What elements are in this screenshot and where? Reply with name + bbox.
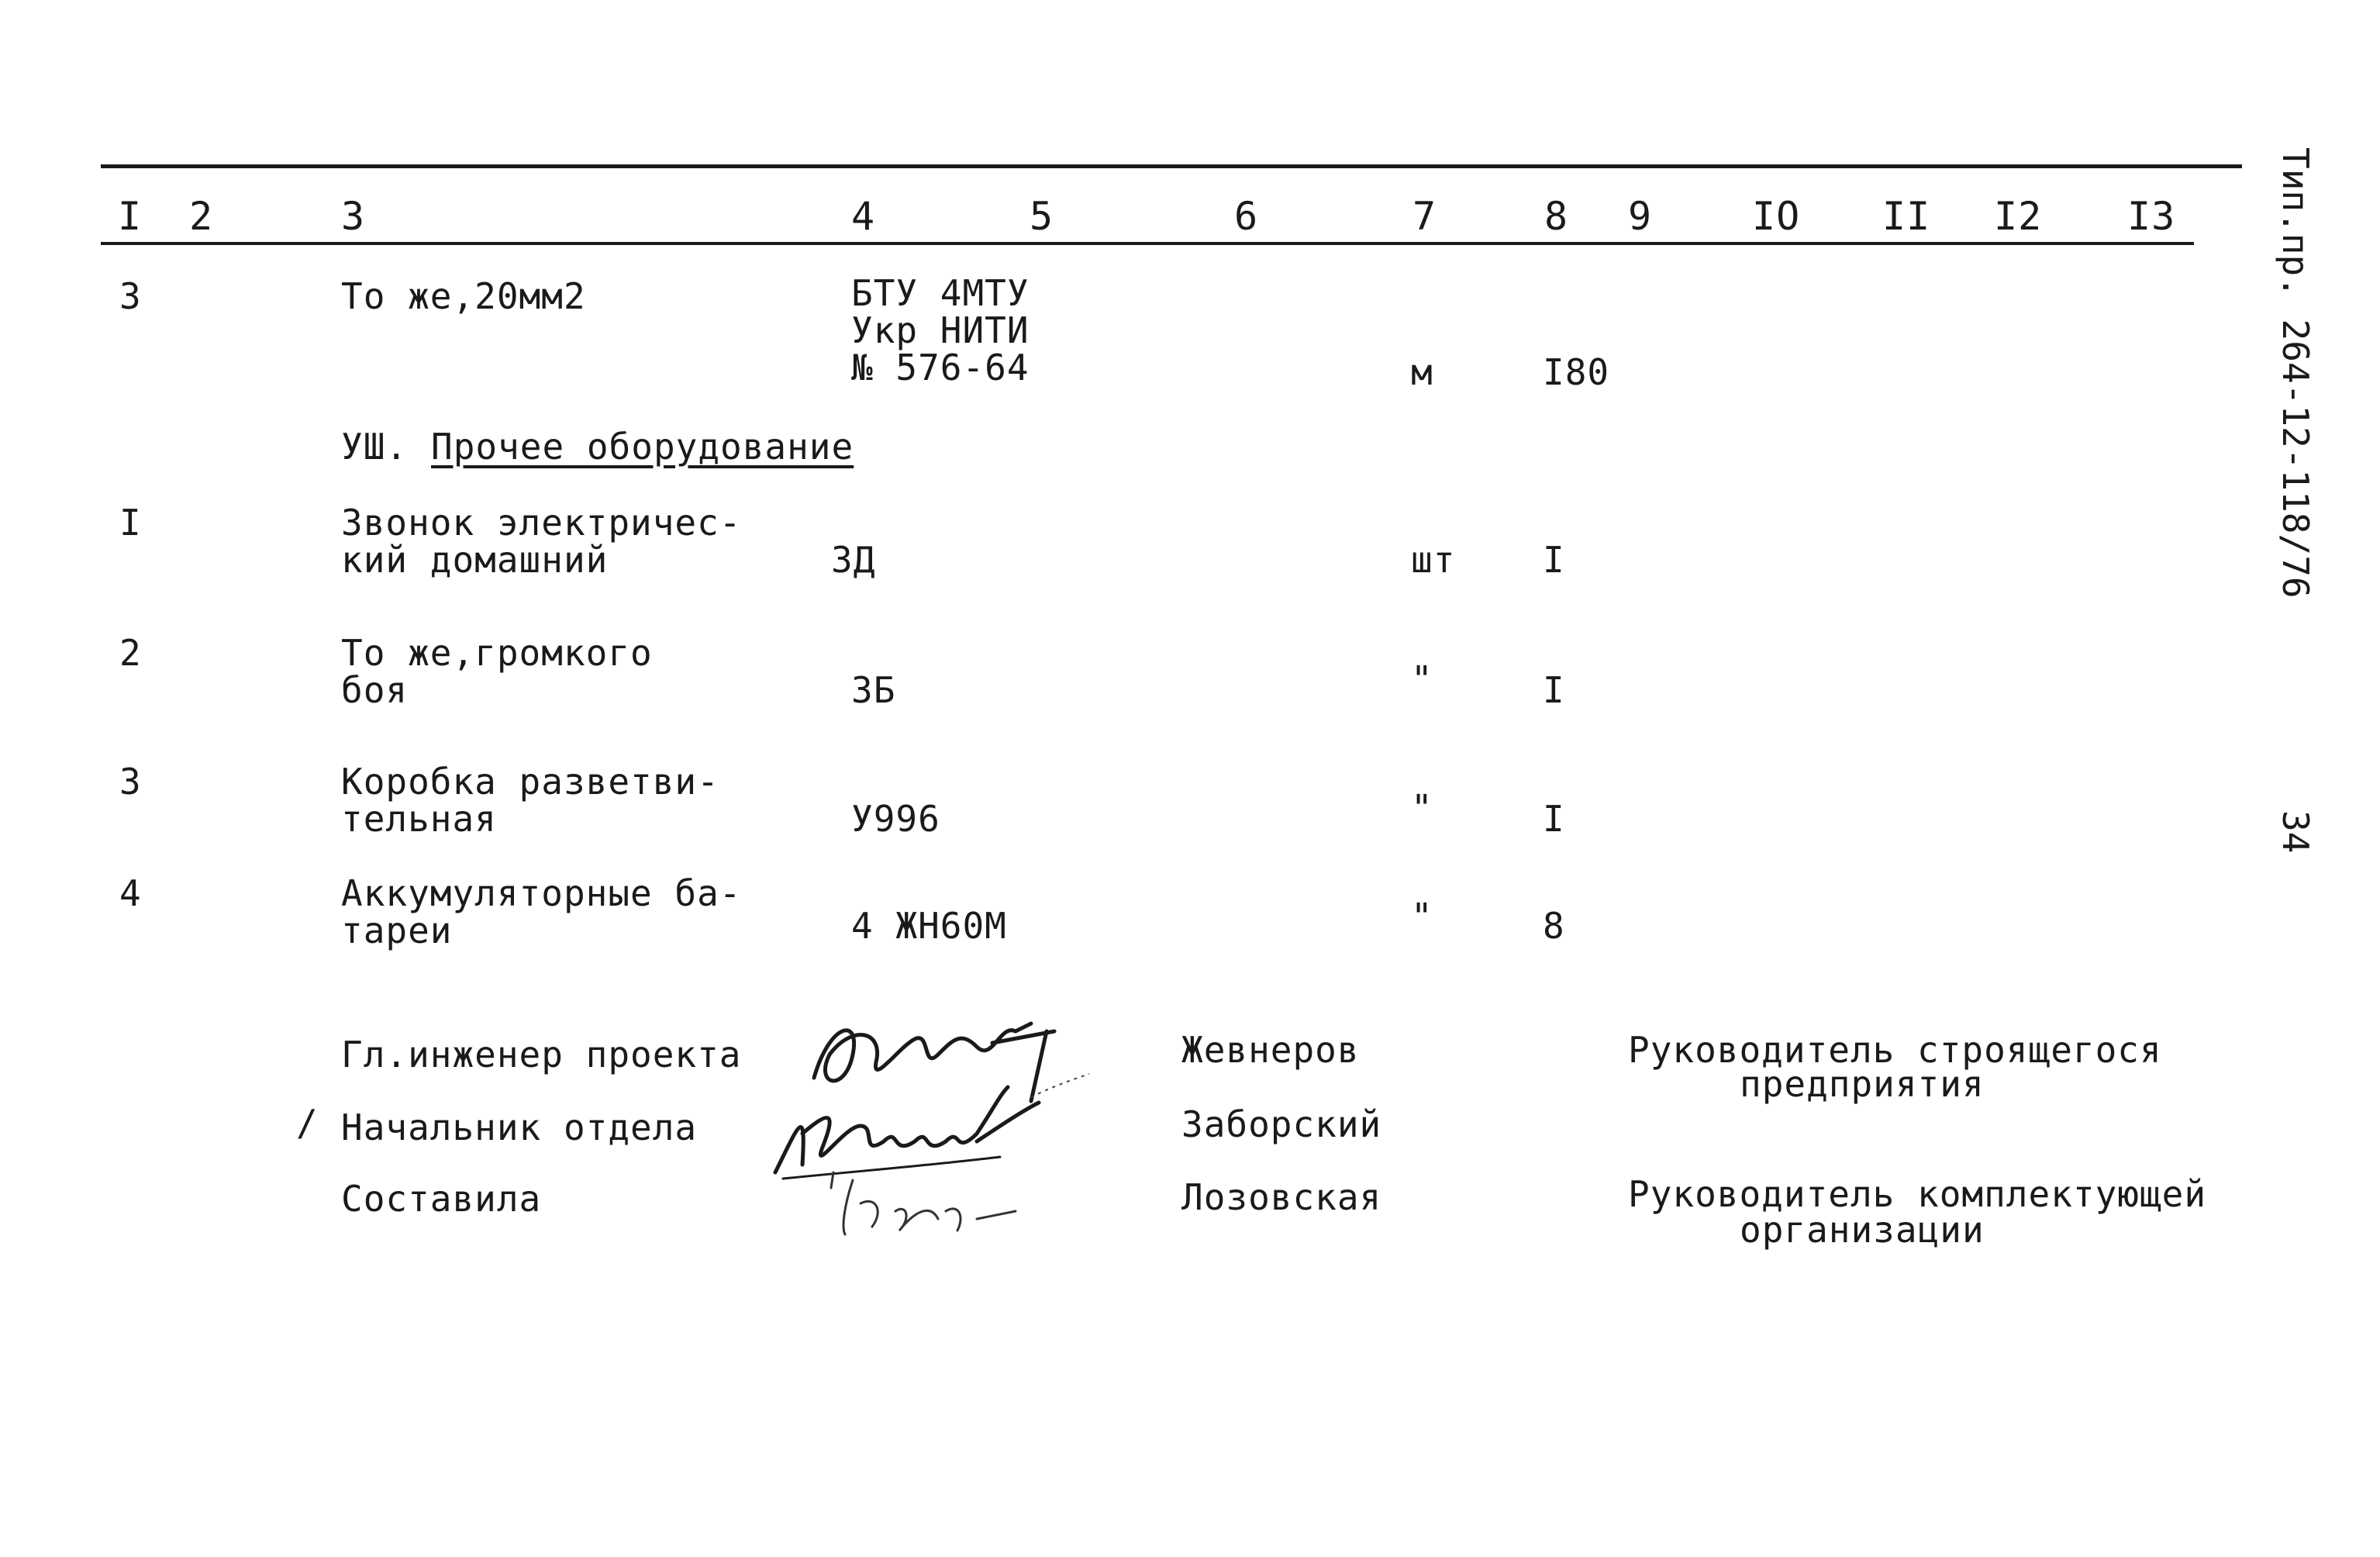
col-header-10: IO <box>1752 194 1801 239</box>
row-name-line: То же,20мм2 <box>341 275 586 317</box>
row-number: 3 <box>119 761 142 803</box>
row-number: 2 <box>119 632 142 674</box>
compiled-by-role: Составила <box>341 1178 542 1220</box>
col-header-13: I3 <box>2127 194 2176 239</box>
row-name-line: тельная <box>341 798 497 840</box>
col-header-4: 4 <box>851 194 876 239</box>
row-name-line: тареи <box>341 910 453 951</box>
page-number: 34 <box>2275 810 2316 854</box>
row-type: 3Б <box>851 669 896 711</box>
row-number: I <box>119 502 142 544</box>
col-header-5: 5 <box>1030 194 1054 239</box>
document-code: Тип.пр. 264-12-118/76 <box>2275 147 2316 599</box>
signature-compiled-by <box>822 1157 1023 1250</box>
row-unit: " <box>1411 658 1433 700</box>
col-header-12: I2 <box>1994 194 2043 239</box>
row-type-line: Укр НИТИ <box>851 309 1030 351</box>
row-name-line: боя <box>341 669 409 711</box>
section-title: Прочее оборудование <box>431 426 854 468</box>
row-name-line: То же,громкого <box>341 632 653 674</box>
col-header-11: II <box>1882 194 1931 239</box>
department-head-name: Заборский <box>1181 1103 1382 1145</box>
row-unit: " <box>1411 787 1433 829</box>
chief-engineer-name: Жевнеров <box>1181 1029 1360 1071</box>
row-quantity: I80 <box>1543 351 1610 393</box>
builder-head-line: предприятия <box>1740 1063 1985 1105</box>
row-number: 4 <box>119 872 142 914</box>
row-quantity: I <box>1543 669 1565 711</box>
row-name-line: Аккумуляторные ба- <box>341 872 742 914</box>
col-header-8: 8 <box>1544 194 1569 239</box>
supplier-head-line: организации <box>1740 1209 1985 1251</box>
row-type-line: БТУ 4МТУ <box>851 272 1030 314</box>
section-roman: УШ. <box>341 426 409 468</box>
col-header-2: 2 <box>189 194 214 239</box>
col-header-9: 9 <box>1628 194 1653 239</box>
row-type: 3Д <box>831 539 876 581</box>
col-header-6: 6 <box>1234 194 1259 239</box>
row-quantity: 8 <box>1543 905 1565 947</box>
row-name-line: Коробка разветви- <box>341 761 719 803</box>
row-type: У996 <box>851 798 940 840</box>
col-header-3: 3 <box>341 194 366 239</box>
row-name-line: кий домашний <box>341 539 609 581</box>
header-rule <box>101 242 2194 245</box>
row-type-line: № 576-64 <box>851 347 1030 388</box>
row-quantity: I <box>1543 798 1565 840</box>
row-unit: " <box>1411 896 1433 937</box>
department-head-mark: / <box>296 1102 319 1144</box>
supplier-head-line: Руководитель комплектующей <box>1628 1173 2207 1215</box>
row-name-line: Звонок электричес- <box>341 502 742 544</box>
col-header-7: 7 <box>1412 194 1437 239</box>
row-unit: м <box>1411 351 1433 393</box>
row-unit: шт <box>1411 539 1456 581</box>
row-number: 3 <box>119 275 142 317</box>
chief-engineer-role: Гл.инженер проекта <box>341 1034 742 1075</box>
department-head-role: Начальник отдела <box>341 1106 698 1148</box>
top-rule <box>101 164 2242 168</box>
row-quantity: I <box>1543 539 1565 581</box>
builder-head-line: Руководитель строящегося <box>1628 1029 2162 1071</box>
row-type: 4 ЖН60М <box>851 905 1007 947</box>
col-header-1: I <box>118 194 143 239</box>
compiled-by-name: Лозовская <box>1181 1176 1382 1218</box>
